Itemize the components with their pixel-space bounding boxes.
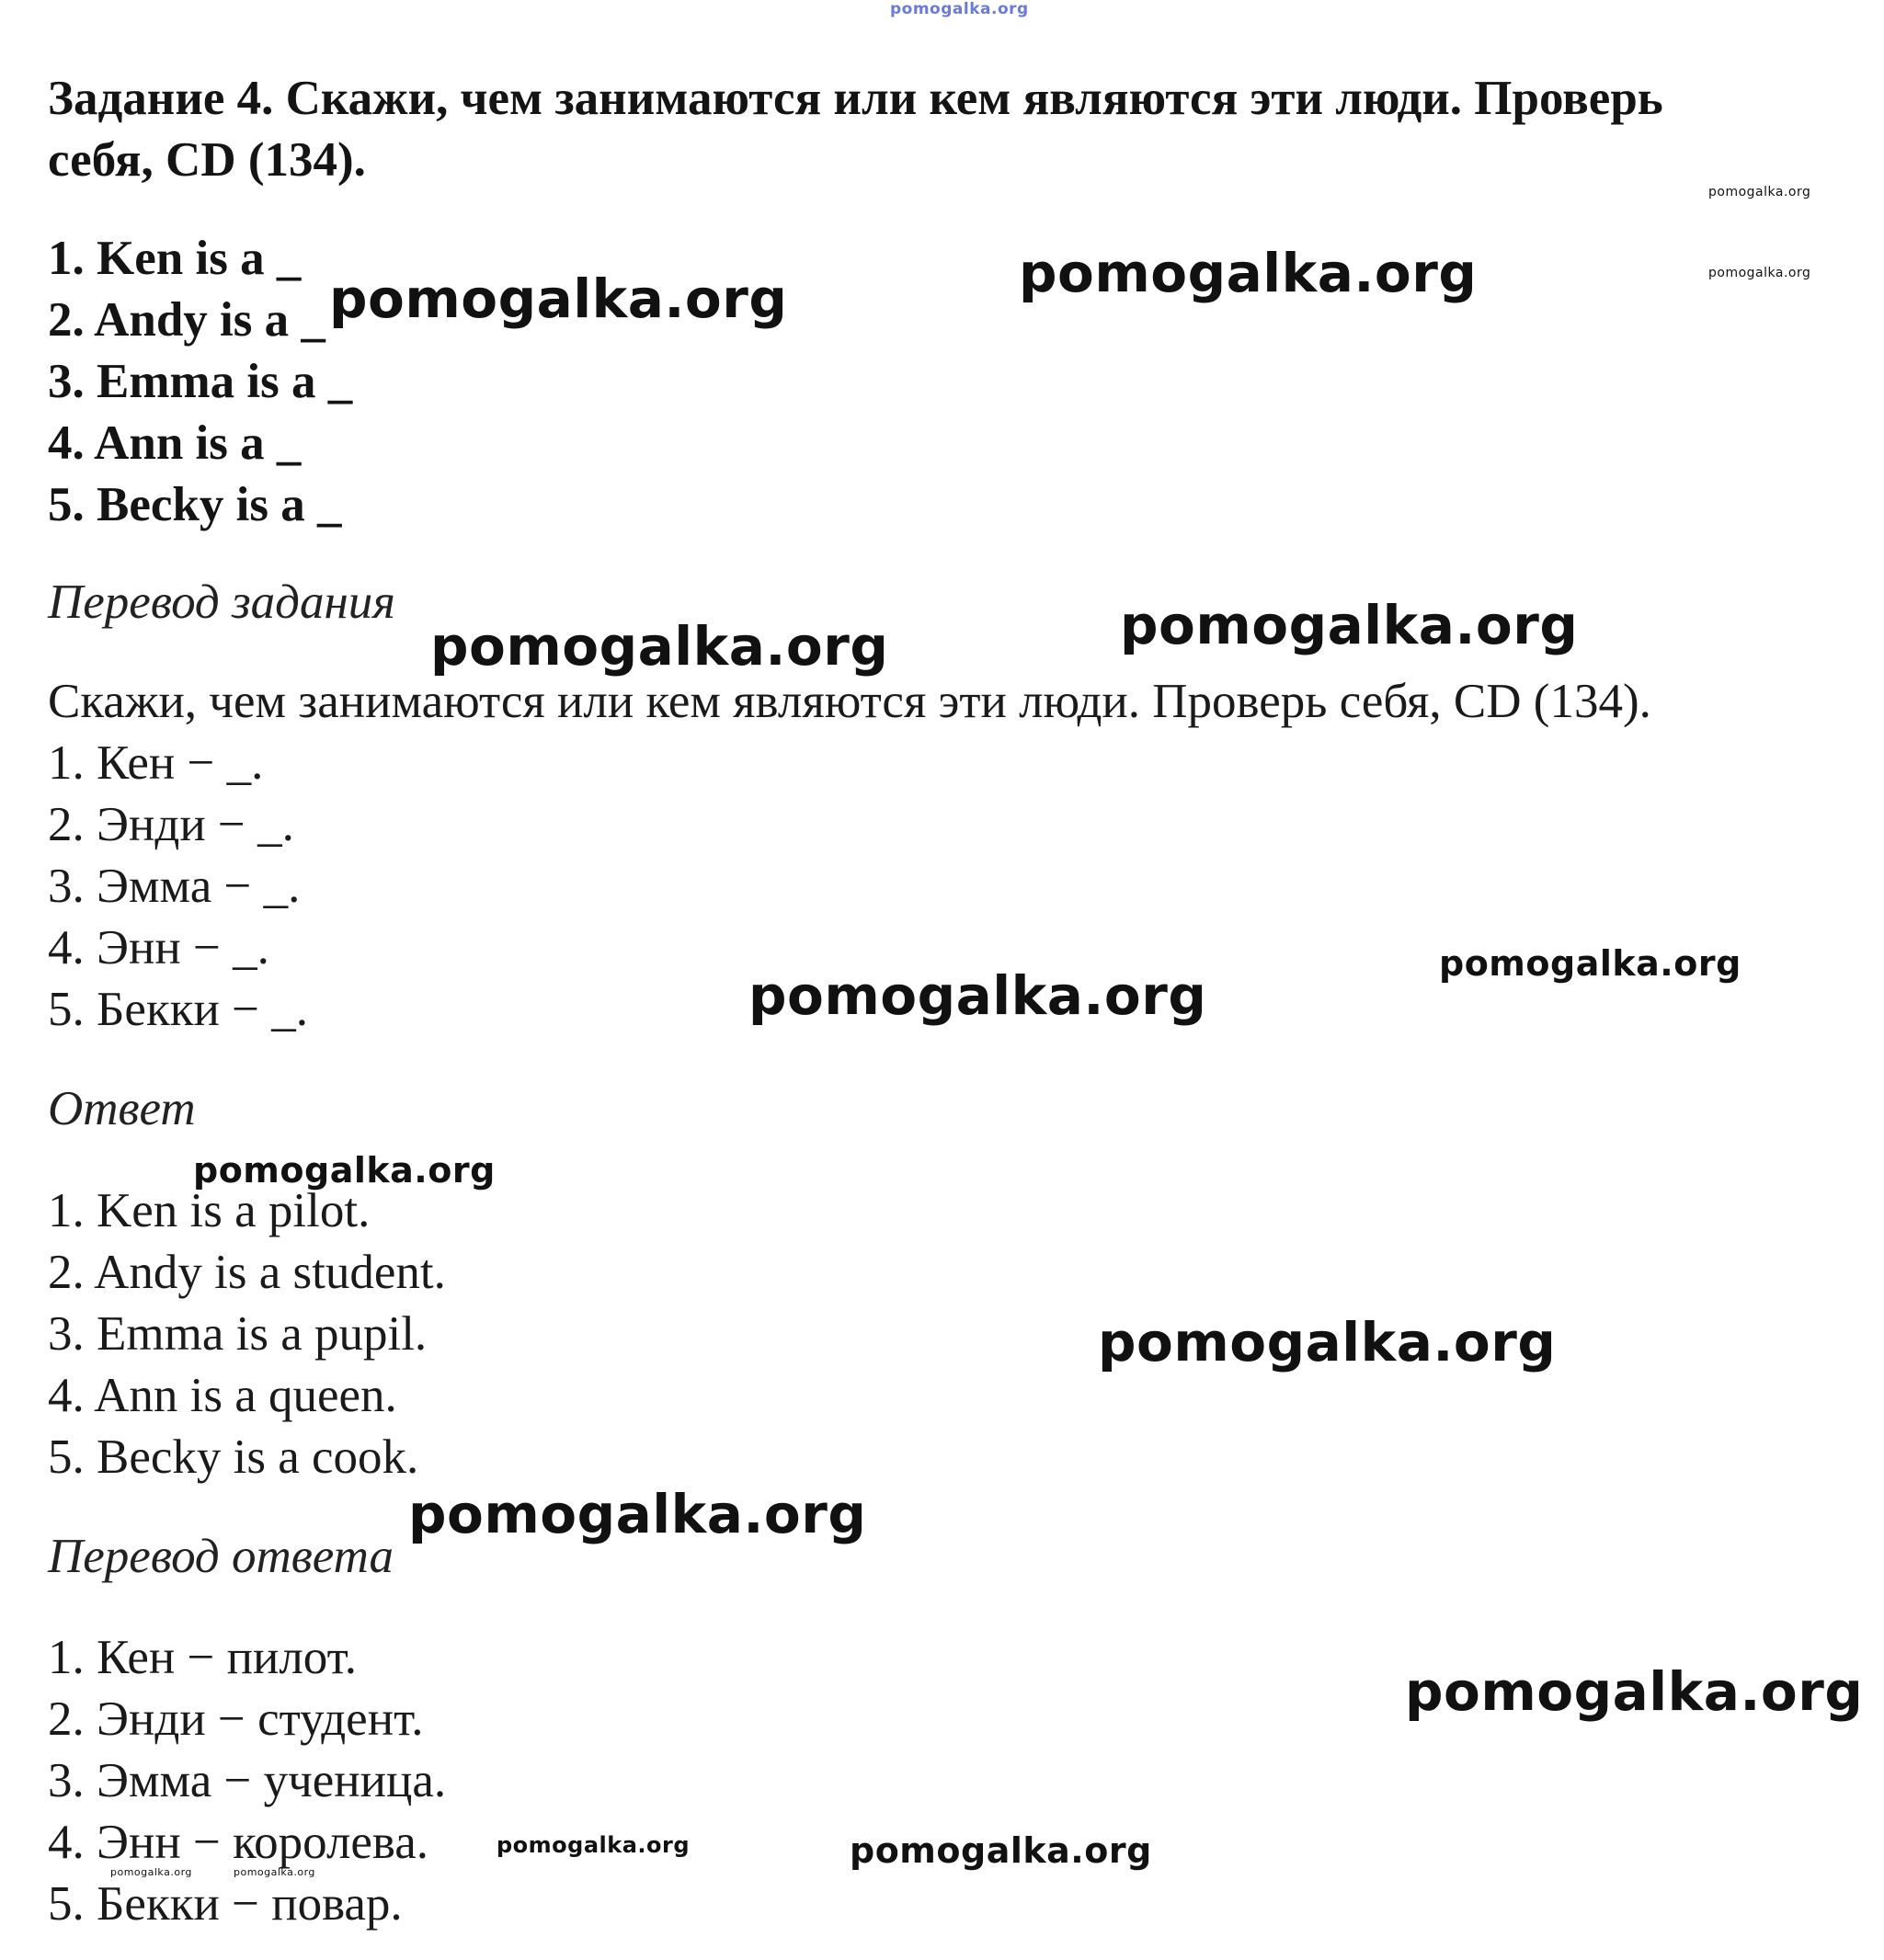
task-translation-line-2: 2. Энди − _. <box>48 798 294 851</box>
answer-line-5: 5. Becky is a cook. <box>48 1430 419 1484</box>
exercise-line-3: 3. Emma is a _ <box>48 355 353 408</box>
exercise-line-5: 5. Becky is a _ <box>48 478 342 531</box>
watermark: pomogalka.org <box>430 615 889 678</box>
answer-translation-line-2: 2. Энди − студент. <box>48 1692 424 1746</box>
task-heading-line-2: себя, CD (134). <box>48 133 366 187</box>
answer-line-4: 4. Ann is a queen. <box>48 1369 397 1422</box>
exercise-line-4: 4. Ann is a _ <box>48 416 302 470</box>
task-translation-line-4: 4. Энн − _. <box>48 921 269 974</box>
watermark-top: pomogalka.org <box>890 0 1029 18</box>
watermark: pomogalka.org <box>1019 242 1478 304</box>
watermark: pomogalka.org <box>110 1866 192 1878</box>
exercise-line-1: 1. Ken is a _ <box>48 232 302 285</box>
task-heading-line-1: Задание 4. Скажи, чем занимаются или кем являются эти люди. Проверь <box>48 72 1663 125</box>
task-translation-line-3: 3. Эмма − _. <box>48 860 301 913</box>
answer-translation-title: Перевод ответа <box>48 1530 394 1583</box>
watermark: pomogalka.org <box>1708 266 1811 280</box>
watermark: pomogalka.org <box>408 1483 867 1545</box>
watermark: pomogalka.org <box>1439 943 1741 984</box>
answer-translation-line-5: 5. Бекки − повар. <box>48 1877 403 1931</box>
exercise-line-2: 2. Andy is a _ <box>48 293 325 347</box>
watermark: pomogalka.org <box>748 964 1207 1027</box>
answer-line-1: 1. Ken is a pilot. <box>48 1184 371 1237</box>
watermark: pomogalka.org <box>1120 594 1579 656</box>
answer-line-3: 3. Emma is a pupil. <box>48 1307 428 1361</box>
task-translation-line-1: 1. Кен − _. <box>48 736 264 790</box>
task-translation-instruction: Скажи, чем занимаются или кем являются эти люди. Проверь себя, CD (134). <box>48 675 1651 728</box>
answer-translation-line-1: 1. Кен − пилот. <box>48 1631 358 1684</box>
answer-title: Ответ <box>48 1082 196 1135</box>
answer-translation-line-4: 4. Энн − королева. <box>48 1816 429 1869</box>
watermark: pomogalka.org <box>1405 1660 1864 1723</box>
task-translation-title: Перевод задания <box>48 575 395 629</box>
watermark: pomogalka.org <box>850 1830 1152 1871</box>
watermark: pomogalka.org <box>234 1866 315 1878</box>
watermark: pomogalka.org <box>1098 1311 1557 1373</box>
answer-translation-line-3: 3. Эмма − ученица. <box>48 1754 447 1807</box>
watermark: pomogalka.org <box>497 1832 691 1858</box>
watermark: pomogalka.org <box>1708 185 1811 199</box>
task-translation-line-5: 5. Бекки − _. <box>48 983 308 1036</box>
watermark: pomogalka.org <box>329 268 788 330</box>
watermark: pomogalka.org <box>193 1150 496 1191</box>
answer-line-2: 2. Andy is a student. <box>48 1246 446 1299</box>
